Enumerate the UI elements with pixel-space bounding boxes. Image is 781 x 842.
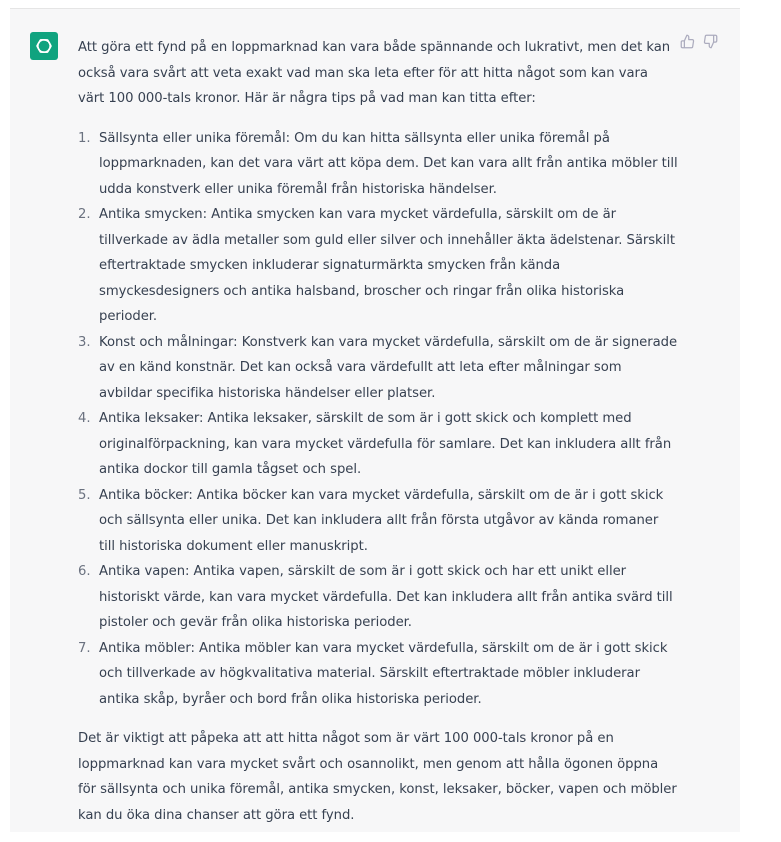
thumbs-up-icon[interactable] — [680, 34, 695, 49]
list-item-number: 2. — [78, 207, 91, 222]
list-item — [78, 126, 678, 203]
list-item-number: 1. — [78, 130, 91, 146]
assistant-avatar — [30, 32, 58, 60]
list-item-number: 6. — [78, 564, 91, 579]
list-item-text: Antika leksaker: Antika leksaker, särskilt de som är i gott skick och komplett med originalförpackning, kan vara mycket värdefulla för samlare. Det kan inkludera allt från antika dockor till gamla tågset och spel. — [99, 411, 672, 477]
feedback-buttons — [680, 34, 718, 49]
list-item-text: Antika möbler: Antika möbler kan vara mycket värdefulla, särskilt om de är i gott skick och tillverkade av högkvalitativa material. Särskilt eftertraktade möbler inkluderar antika skåp, byråer och bord från olika historiska perioder. — [99, 640, 668, 707]
message-content — [78, 35, 678, 828]
list-item — [78, 636, 678, 713]
list-item-number: 5. — [78, 487, 91, 503]
list-item-text: Antika smycken: Antika smycken kan vara mycket värdefulla, särskilt om de är tillverkade av ädla metaller som guld eller silver och innehåller äkta ädelstenar. Särskilt eftertraktade smycken inkluderar signaturmärkta smycken från kända smyckesdesigners och antika halsband, broscher och ringar från olika historiska perioder. — [99, 207, 675, 324]
list-item-text: Antika böcker: Antika böcker kan vara mycket värdefulla, särskilt om de är i gott skick och sällsynta eller unika. Det kan inkludera allt från första utgåvor av kända romaner till historiska dokument eller manuskript. — [99, 487, 664, 554]
message-outro: Det är viktigt att påpeka att att hitta något som är värt 100 000-tals kronor på en loppmarknad kan vara mycket svårt och osannolikt, men genom att hålla ögonen öppna för sällsynta och unika föremål, antika smycken, konst, leksaker, böcker, vapen och möbler kan du öka dina chanser att göra ett fynd. — [78, 731, 677, 823]
list-item-number: 3. — [78, 334, 91, 350]
list-item-text: Antika vapen: Antika vapen, särskilt de som är i gott skick och har ett unikt eller historiskt värde, kan vara mycket värdefulla. Det kan inkludera allt från antika svärd till pistoler och gevär från olika historiska perioder. — [99, 564, 673, 630]
message-intro: Att göra ett fynd på en loppmarknad kan vara både spännande och lukrativt, men det kan också vara svårt att veta exakt vad man ska leta efter för att hitta något som kan vara värt 100 000-tals kronor. Här är några tips på vad man kan titta efter: — [78, 40, 671, 106]
list-item-text: Sällsynta eller unika föremål: Om du kan hitta sällsynta eller unika föremål på loppmarknaden, kan det vara värt att köpa dem. Det kan vara allt från antika möbler till udda konstverk eller unika föremål från historiska händelser. — [99, 130, 678, 197]
list-item — [78, 202, 678, 330]
assistant-message — [10, 8, 740, 832]
list-item-text: Konst och målningar: Konstverk kan vara mycket värdefulla, särskilt om de är signerade av en känd konstnär. Det kan också vara värdefullt att leta efter målningar som avbildar specifika historiska händelser eller platser. — [99, 334, 678, 401]
tips-list — [78, 126, 678, 713]
list-item-number: 7. — [78, 640, 91, 656]
list-item — [78, 330, 678, 407]
list-item — [78, 483, 678, 560]
list-item — [78, 406, 678, 483]
list-item — [78, 559, 678, 636]
list-item-number: 4. — [78, 411, 91, 426]
thumbs-down-icon[interactable] — [703, 34, 718, 49]
openai-logo-icon — [30, 32, 58, 60]
